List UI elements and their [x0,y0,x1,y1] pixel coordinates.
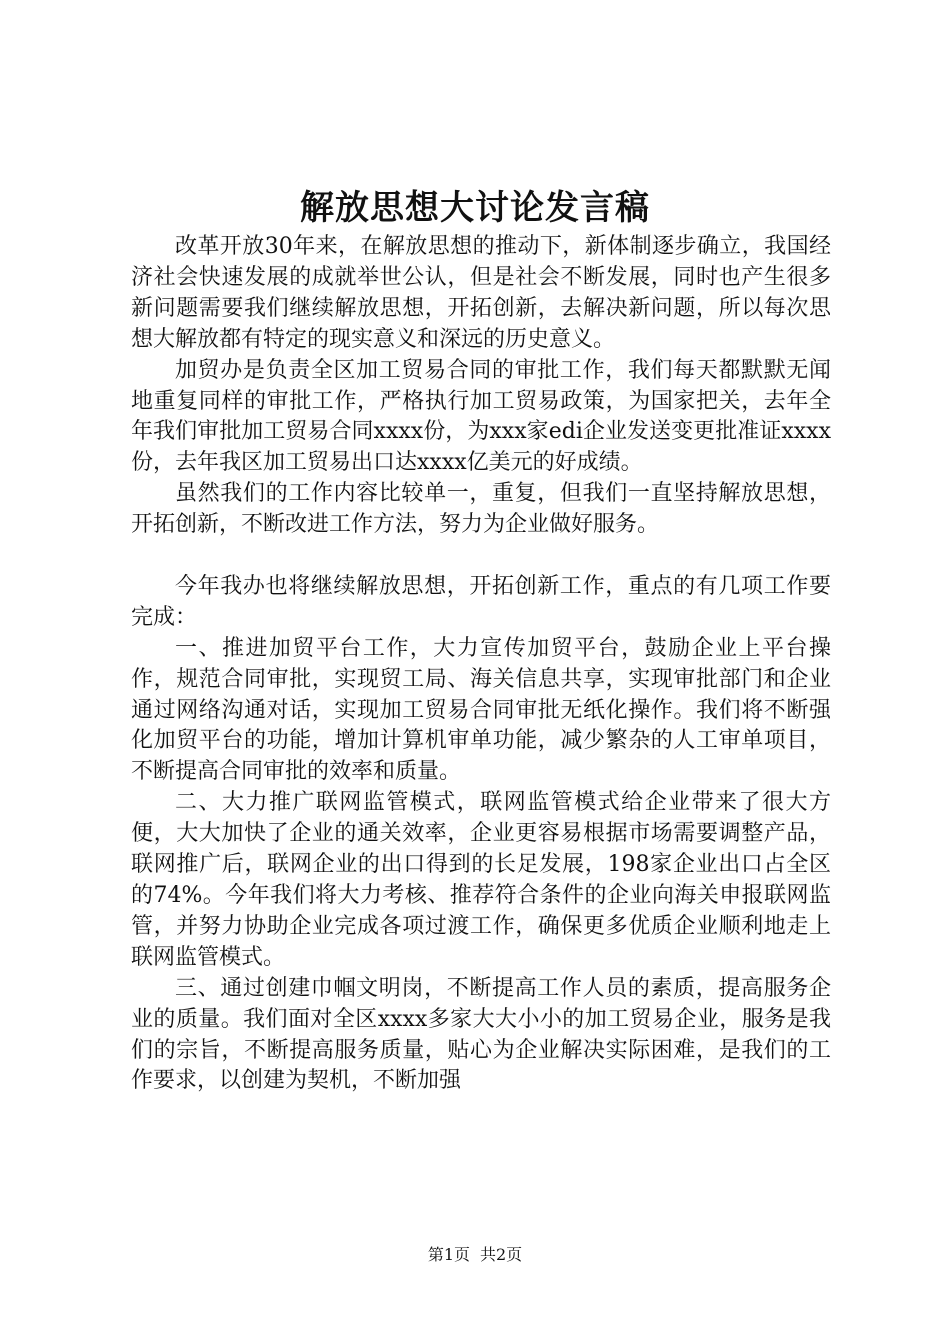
paragraph-office-duties: 加贸办是负责全区加工贸易合同的审批工作，我们每天都默默无闻地重复同样的审批工作，严格执行加工贸易政策，为国家把关，去年全年我们审批加工贸易合同xxxx份，为xxx家edi企业发送变更批准证xxxx份，去年我区加工贸易出口达xxxx亿美元的好成绩。 [131,357,831,476]
paragraph-intro: 改革开放30年来，在解放思想的推动下，新体制逐步确立，我国经济社会快速发展的成就举世公认，但是社会不断发展，同时也产生很多新问题需要我们继续解放思想，开拓创新，去解决新问题，所以每次思想大解放都有特定的现实意义和深远的历史意义。 [131,234,831,352]
document-body [131,232,831,1097]
document-title: 解放思想大讨论发言稿 [300,188,650,228]
paragraph-item-one: 一、推进加贸平台工作，大力宣传加贸平台，鼓励企业上平台操作，规范合同审批，实现贸工局、海关信息共享，实现审批部门和企业通过网络沟通对话，实现加工贸易合同审批无纸化操作。我们将不断强化加贸平台的功能，增加计算机审单功能，减少繁杂的人工审单项目，不断提高合同审批的效率和质量。 [131,635,831,785]
paragraph-item-three: 三、通过创建巾帼文明岗，不断提高工作人员的素质，提高服务企业的质量。我们面对全区xxxx多家大大小小的加工贸易企业，服务是我们的宗旨，不断提高服务质量，贴心为企业解决实际困难，是我们的工作要求，以创建为契机，不断加强 [131,975,831,1094]
paragraph-item-two: 二、大力推广联网监管模式，联网监管模式给企业带来了很大方便，大大加快了企业的通关效率，企业更容易根据市场需要调整产品，联网推广后，联网企业的出口得到的长足发展，198家企业出口占全区的74%。今年我们将大力考核、推荐符合条件的企业向海关申报联网监管，并努力协助企业完成各项过渡工作，确保更多优质企业顺利地走上联网监管模式。 [131,790,831,970]
paragraph-commitment: 虽然我们的工作内容比较单一，重复，但我们一直坚持解放思想，开拓创新，不断改进工作方法，努力为企业做好服务。 [131,481,831,538]
page-total: 共2页 [480,1245,523,1264]
page-number: 第1页 [427,1245,470,1264]
paragraph-plan-intro: 今年我办也将继续解放思想，开拓创新工作，重点的有几项工作要完成： [131,573,831,630]
page-footer [0,1243,950,1267]
